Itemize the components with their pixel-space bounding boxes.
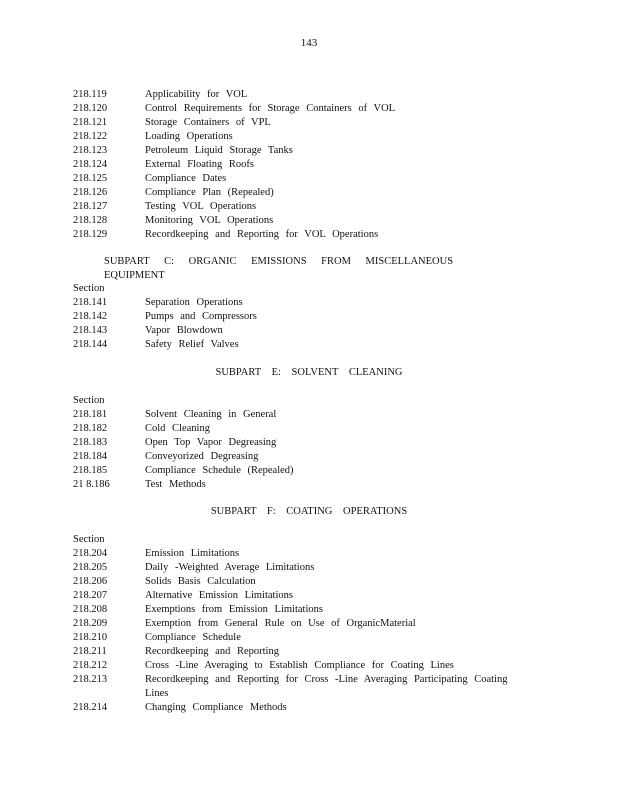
section-number: 218.210	[73, 632, 108, 643]
section-title: Test Methods	[145, 479, 206, 490]
toc-row	[73, 617, 543, 631]
section-number: 218.183	[73, 437, 108, 448]
section-number: 218.142	[73, 311, 108, 322]
section-title: Cross -Line Averaging to Establish Compliance for Coating Lines	[145, 660, 454, 671]
section-number: 218.125	[73, 173, 108, 184]
section-title: Control Requirements for Storage Containers of VOL	[145, 103, 396, 114]
section-number: 218.206	[73, 576, 108, 587]
section-number: 218.120	[73, 103, 108, 114]
toc-row	[73, 214, 543, 228]
section-number: 218.126	[73, 187, 108, 198]
toc-row	[73, 310, 543, 324]
section-title: Compliance Schedule (Repealed)	[145, 465, 294, 476]
section-title: Exemption from General Rule on Use of OrganicMaterial	[145, 618, 416, 629]
toc-row	[73, 144, 543, 158]
section-title: Solids Basis Calculation	[145, 576, 256, 587]
section-number: 218.209	[73, 618, 108, 629]
section-title: Recordkeeping and Reporting for VOL Operations	[145, 229, 379, 240]
section-number: 218.184	[73, 451, 108, 462]
section-list-subpart-f	[73, 533, 543, 715]
section-number: 218.213	[73, 674, 108, 685]
section-number: 218.127	[73, 201, 108, 212]
section-title: Testing VOL Operations	[145, 201, 257, 212]
section-label: Section	[73, 395, 105, 406]
section-title: Open Top Vapor Degreasing	[145, 437, 277, 448]
section-number: 218.129	[73, 229, 108, 240]
toc-row	[73, 324, 543, 338]
toc-row	[73, 408, 543, 422]
toc-row	[73, 102, 543, 116]
toc-row	[73, 422, 543, 436]
toc-row	[73, 296, 543, 310]
toc-row	[73, 701, 543, 715]
section-title: Pumps and Compressors	[145, 311, 257, 322]
section-number: 218.181	[73, 409, 108, 420]
section-title: Recordkeeping and Reporting	[145, 646, 279, 657]
toc-row	[73, 603, 543, 617]
section-title: Recordkeeping and Reporting for Cross -Line Averaging Participating Coating Lines	[145, 674, 508, 699]
toc-row	[73, 575, 543, 589]
section-number: 218.205	[73, 562, 108, 573]
section-number: 218.128	[73, 215, 108, 226]
section-number: 218.123	[73, 145, 108, 156]
toc-row	[73, 589, 543, 603]
subpart-heading: SUBPART F: COATING OPERATIONS	[210, 506, 408, 517]
section-number: 218.119	[73, 89, 107, 100]
toc-row	[73, 116, 543, 130]
toc-row	[73, 172, 543, 186]
section-number: 218.211	[73, 646, 107, 657]
section-number: 218.208	[73, 604, 108, 615]
subpart-heading: SUBPART E: SOLVENT CLEANING	[215, 367, 403, 378]
toc-row	[73, 158, 543, 172]
toc-row	[73, 186, 543, 200]
toc-row	[73, 645, 543, 659]
section-number: 218.143	[73, 325, 108, 336]
section-label: Section	[73, 534, 105, 545]
section-number: 218.144	[73, 339, 108, 350]
section-number: 218.207	[73, 590, 108, 601]
toc-row	[73, 88, 543, 102]
section-title: Exemptions from Emission Limitations	[145, 604, 323, 615]
section-title: External Floating Roofs	[145, 159, 254, 170]
section-title: Vapor Blowdown	[145, 325, 223, 336]
toc-row	[73, 478, 543, 492]
section-number: 218.121	[73, 117, 108, 128]
toc-row	[73, 436, 543, 450]
section-number: 218.204	[73, 548, 108, 559]
toc-row	[73, 200, 543, 214]
toc-row	[73, 659, 543, 673]
section-number: 218.182	[73, 423, 108, 434]
section-title: Petroleum Liquid Storage Tanks	[145, 145, 293, 156]
section-number: 218.214	[73, 702, 108, 713]
section-title: Alternative Emission Limitations	[145, 590, 293, 601]
section-title: Monitoring VOL Operations	[145, 215, 274, 226]
section-title: Safety Relief Valves	[145, 339, 239, 350]
toc-row	[73, 561, 543, 575]
page-number: 143	[300, 37, 318, 49]
section-number: 218.141	[73, 297, 108, 308]
toc-row	[73, 228, 543, 242]
section-title: Solvent Cleaning in General	[145, 409, 277, 420]
section-number: 218.124	[73, 159, 108, 170]
section-title: Emission Limitations	[145, 548, 240, 559]
section-number: 21 8.186	[73, 479, 110, 490]
section-list-subpart-c	[73, 282, 543, 352]
toc-row	[73, 130, 543, 144]
section-title: Compliance Dates	[145, 173, 227, 184]
toc-row	[73, 450, 543, 464]
section-number: 218.122	[73, 131, 108, 142]
section-title: Compliance Plan (Repealed)	[145, 187, 274, 198]
subpart-heading: SUBPART C: ORGANIC EMISSIONS FROM MISCELLANEOUS EQUIPMENT	[104, 256, 454, 281]
section-list-storage	[73, 88, 543, 242]
section-list-subpart-e	[73, 394, 543, 492]
section-title: Separation Operations	[145, 297, 243, 308]
section-number: 218.212	[73, 660, 108, 671]
section-title: Loading Operations	[145, 131, 233, 142]
toc-row	[73, 547, 543, 561]
section-title: Storage Containers of VPL	[145, 117, 271, 128]
toc-row	[73, 464, 543, 478]
toc-row	[73, 338, 543, 352]
section-title: Cold Cleaning	[145, 423, 210, 434]
section-number: 218.185	[73, 465, 108, 476]
section-title: Changing Compliance Methods	[145, 702, 287, 713]
toc-row	[73, 673, 543, 701]
toc-row	[73, 631, 543, 645]
section-title: Conveyorized Degreasing	[145, 451, 259, 462]
section-title: Compliance Schedule	[145, 632, 241, 643]
section-label: Section	[73, 283, 105, 294]
section-title: Daily -Weighted Average Limitations	[145, 562, 315, 573]
section-title: Applicability for VOL	[145, 89, 248, 100]
